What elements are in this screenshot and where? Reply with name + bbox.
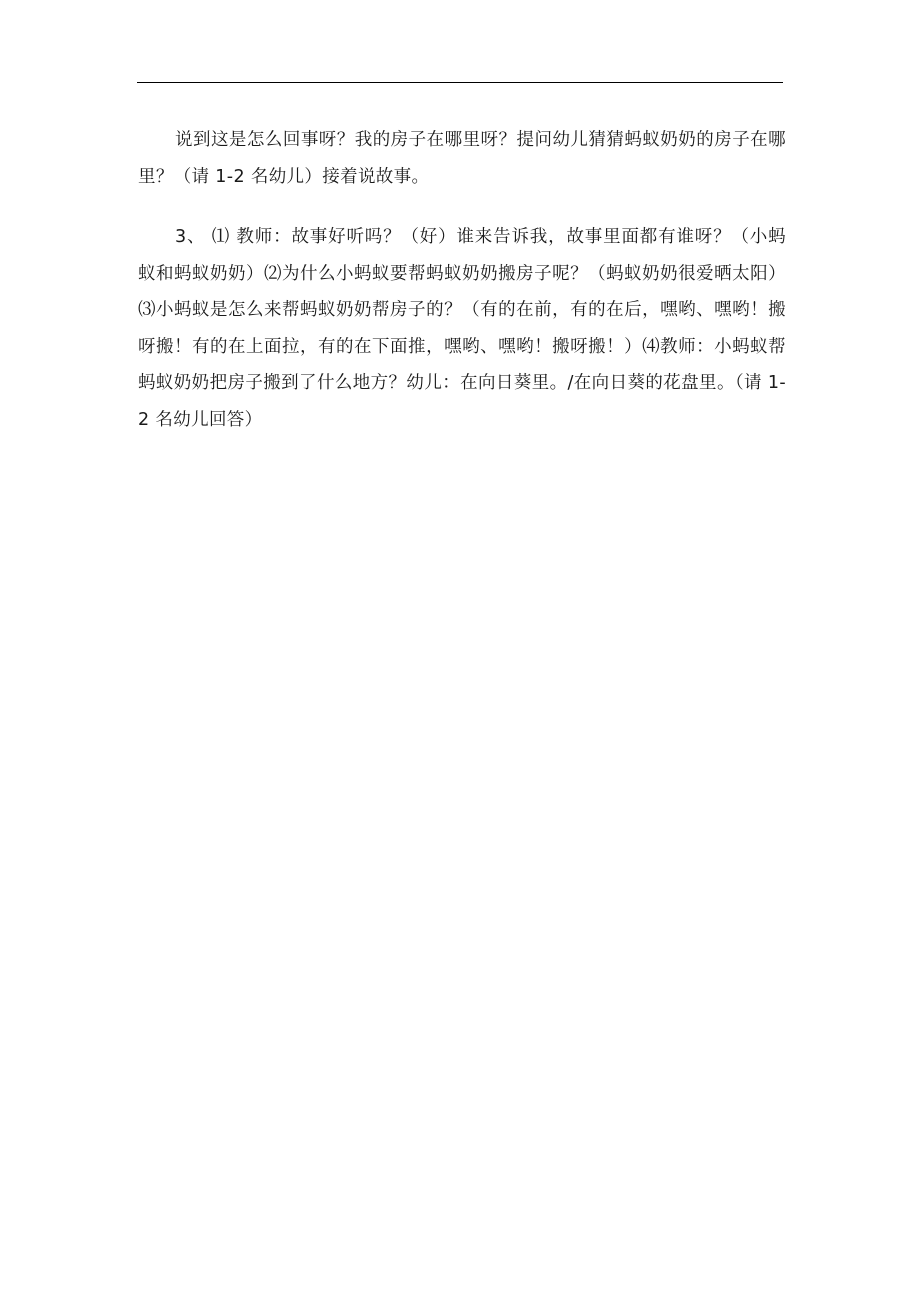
document-body — [138, 122, 786, 438]
header-divider — [137, 82, 783, 83]
paragraph-story-question: 说到这是怎么回事呀？我的房子在哪里呀？提问幼儿猜猜蚂蚁奶奶的房子在哪里？（请 1-2 名幼儿）接着说故事。 — [138, 130, 786, 187]
paragraph-discussion: 3、 ⑴ 教师：故事好听吗？（好）谁来告诉我，故事里面都有谁呀？（小蚂蚁和蚂蚁奶奶）⑵为什么小蚂蚁要帮蚂蚁奶奶搬房子呢？（蚂蚁奶奶很爱晒太阳）⑶小蚂蚁是怎么来帮蚂蚁奶奶帮房子的？（有的在前，有的在后，嘿哟、嘿哟！搬呀搬！有的在上面拉，有的在下面推，嘿哟、嘿哟！搬呀搬！）⑷教师：小蚂蚁帮蚂蚁奶奶把房子搬到了什么地方？幼儿：在向日葵里。/在向日葵的花盘里。（请 1-2 名幼儿回答） — [138, 227, 786, 430]
